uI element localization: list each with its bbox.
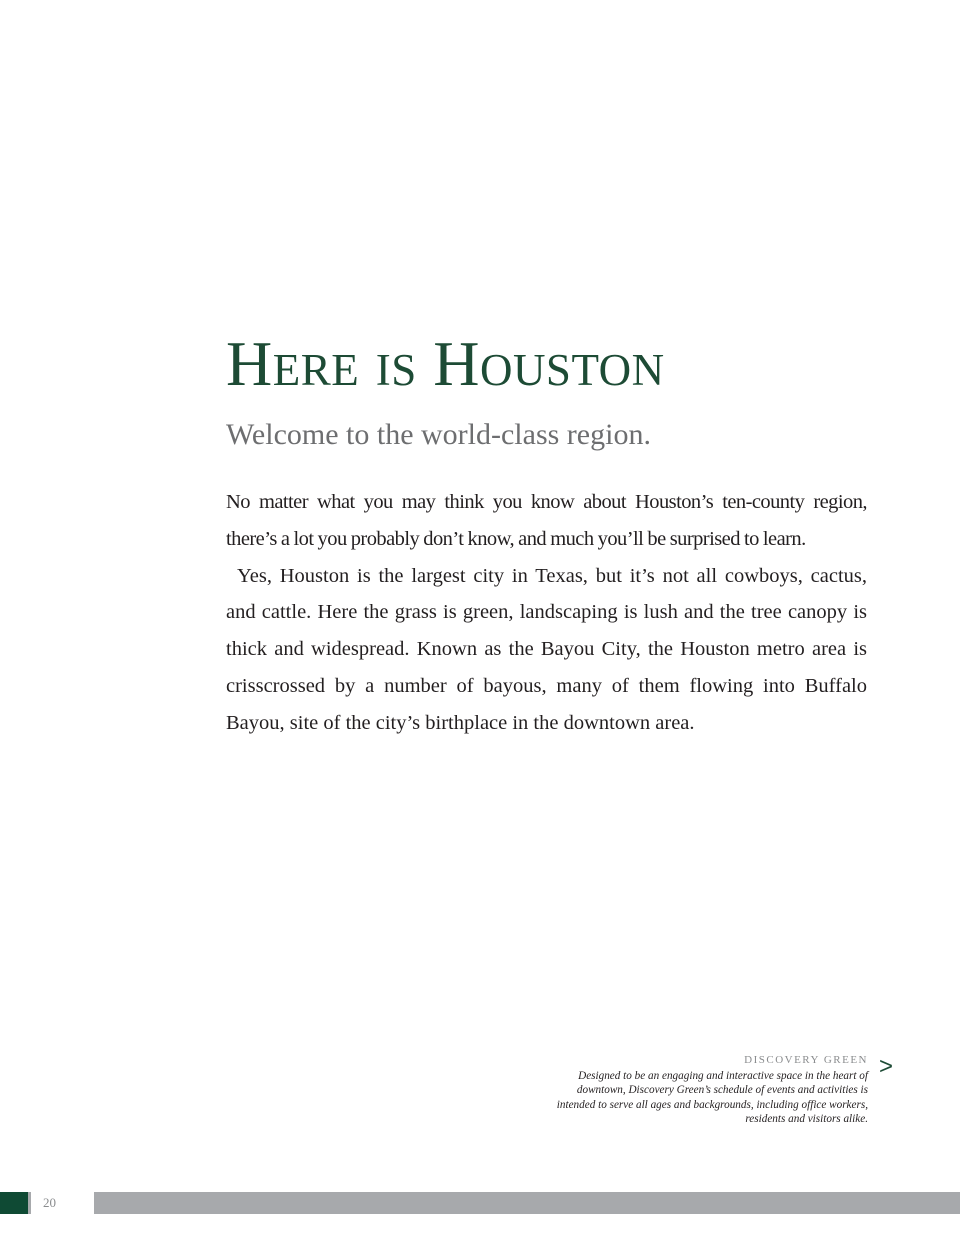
page-subtitle: Welcome to the world-class region. xyxy=(226,418,651,451)
footer-accent-block xyxy=(0,1192,28,1214)
body-paragraph: Yes, Houston is the largest city in Texas, but it’s not all cowboys, cactus, and cattle. Here the grass is green, landscaping is lush and the tree canopy is thick and widespread. Known as the Bayou City, the Houston metro area is crisscrossed by a number of bayous, many of them flowing into Buffalo Bayou, site of the city’s birthplace in the downtown area. xyxy=(226,564,867,734)
caption-text: Designed to be an engaging and interactive space in the heart of downtown, Discovery Green’s schedule of events and activities is intended to serve all ages and backgrounds, including office workers, residents and visitors alike. xyxy=(556,1070,868,1126)
footer-bar xyxy=(94,1192,960,1214)
body-text xyxy=(226,484,867,742)
chevron-right-icon: > xyxy=(879,1053,894,1080)
caption-title: DISCOVERY GREEN xyxy=(744,1054,868,1066)
page-number: 20 xyxy=(31,1192,92,1214)
body-paragraph: No matter what you may think you know about Houston’s ten-county region, there’s a lot you probably don’t know, and much you’ll be surprised to learn. xyxy=(226,491,867,550)
photo-caption xyxy=(538,1053,868,1127)
page-title: Here is Houston xyxy=(226,328,665,399)
